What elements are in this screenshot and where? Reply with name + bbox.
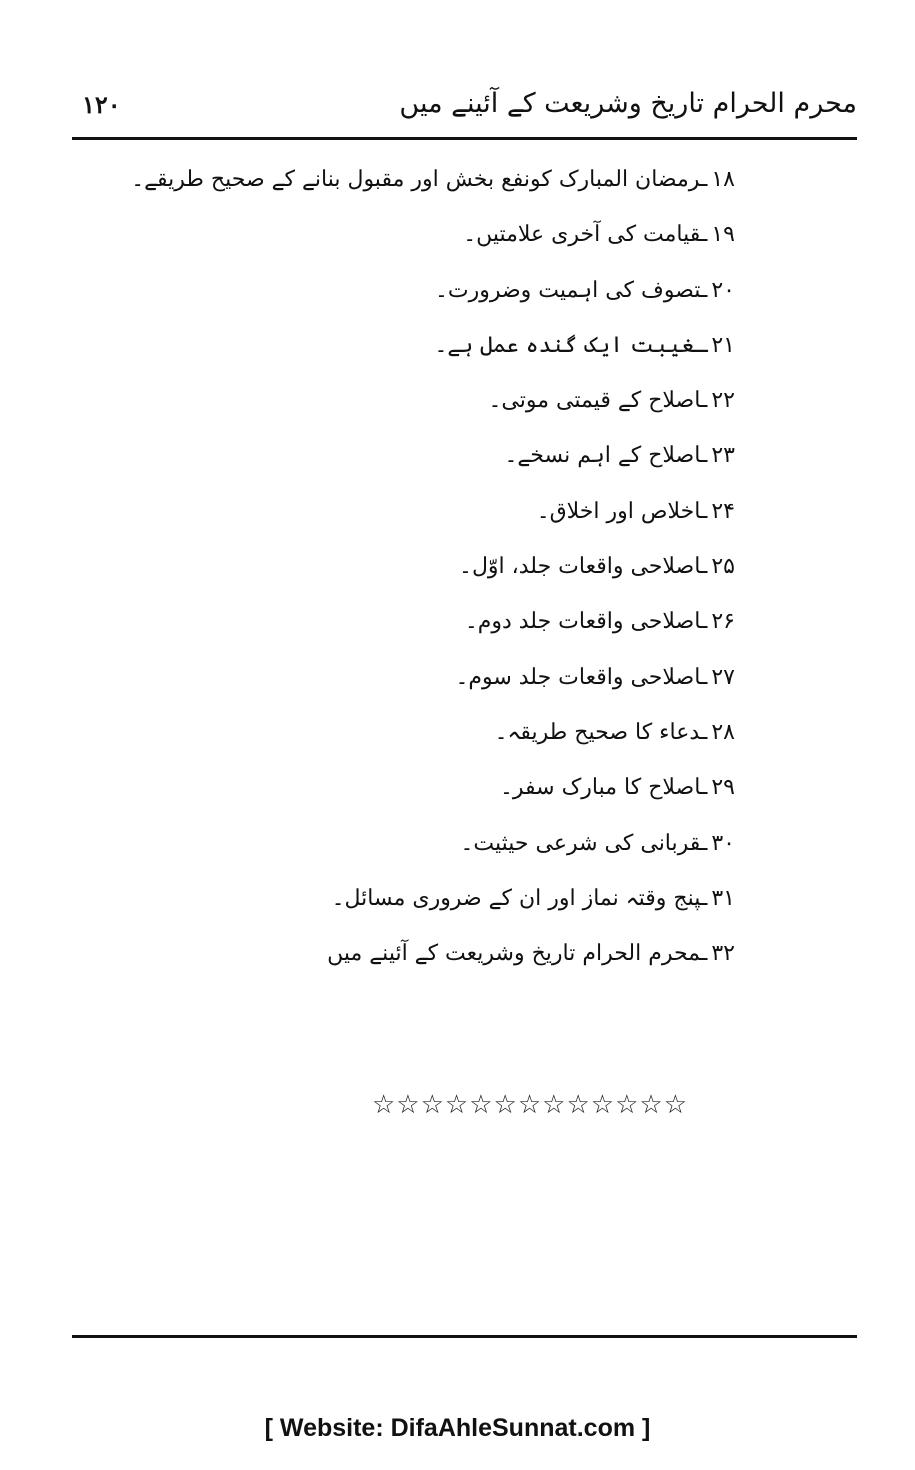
item-title: تصوف کی اہمیت وضرورت۔ xyxy=(434,277,701,303)
item-title: پنج وقتہ نماز اور ان کے ضروری مسائل۔ xyxy=(331,885,701,911)
item-title: اصلاحی واقعات جلد سوم۔ xyxy=(455,664,701,690)
list-item: ۲۲ـاصلاح کے قیمتی موتی۔ xyxy=(488,388,735,414)
item-number: ۳۲ xyxy=(711,941,735,967)
list-item: ۲۳ـاصلاح کے اہم نسخے۔ xyxy=(504,443,735,469)
item-number: ۳۰ xyxy=(711,830,735,856)
item-title: رمضان المبارک کونفع بخش اور مقبول بنانے کے صحیح طریقے۔ xyxy=(131,167,701,192)
item-title: قیامت کی آخری علامتیں۔ xyxy=(463,222,701,248)
item-title: اصلاح کے اہم نسخے۔ xyxy=(504,443,701,469)
list-item: ۲۴ـاخلاص اور اخلاق۔ xyxy=(536,498,735,524)
item-number: ۳۱ xyxy=(711,885,735,911)
item-number: ۱۹ xyxy=(711,222,735,248)
list-item: ۳۱ـپنج وقتہ نماز اور ان کے ضروری مسائل۔ xyxy=(331,885,735,911)
item-title: محرم الحرام تاریخ وشریعت کے آئینے میں xyxy=(327,941,701,967)
item-title: قربانی کی شرعی حیثیت۔ xyxy=(460,830,701,856)
list-item: ۱۹ـقیامت کی آخری علامتیں۔ xyxy=(463,222,735,248)
page-number: ۱۲۰ xyxy=(82,90,121,119)
item-number: ۲۲ xyxy=(711,388,735,414)
list-item: ۲۱ـغیبت ایک گندہ عمل ہے۔ xyxy=(434,332,735,358)
list-item: ۲۶ـاصلاحی واقعات جلد دوم۔ xyxy=(464,609,735,635)
list-item: ۲۰ـتصوف کی اہمیت وضرورت۔ xyxy=(434,277,735,303)
item-title: اصلاحی واقعات جلد، اوّل۔ xyxy=(459,554,701,580)
item-number: ۲۷ xyxy=(711,664,735,690)
book-list xyxy=(131,152,735,981)
list-item: ۲۵ـاصلاحی واقعات جلد، اوّل۔ xyxy=(459,554,735,580)
running-title: محرم الحرام تاریخ وشریعت کے آئینے میں xyxy=(399,88,857,119)
item-title: اصلاحی واقعات جلد دوم۔ xyxy=(464,609,701,635)
item-number: ۱۸ xyxy=(711,167,735,192)
item-number: ۲۴ xyxy=(711,498,735,524)
item-title: اصلاح کا مبارک سفر۔ xyxy=(500,775,701,801)
page-header xyxy=(72,84,857,132)
header-rule xyxy=(72,137,857,140)
list-item: ۲۷ـاصلاحی واقعات جلد سوم۔ xyxy=(455,664,735,690)
item-number: ۲۹ xyxy=(711,775,735,801)
item-title: اصلاح کے قیمتی موتی۔ xyxy=(488,388,701,414)
item-number: ۲۳ xyxy=(711,443,735,469)
item-number: ۲۸ xyxy=(711,719,735,745)
list-item: ۲۸ـدعاء کا صحیح طریقہ۔ xyxy=(494,719,735,745)
item-number: ۲۶ xyxy=(711,609,735,635)
footer-rule xyxy=(72,1335,857,1338)
item-number: ۲۵ xyxy=(711,554,735,580)
list-item: ۱۸ـرمضان المبارک کونفع بخش اور مقبول بنانے کے صحیح طریقے۔ xyxy=(131,167,735,192)
item-title: دعاء کا صحیح طریقہ۔ xyxy=(494,719,701,745)
item-number: ۲۱ xyxy=(711,332,735,358)
item-title: اخلاص اور اخلاق۔ xyxy=(536,498,701,524)
item-number: ۲۰ xyxy=(711,277,735,303)
list-item: ۲۹ـاصلاح کا مبارک سفر۔ xyxy=(500,775,735,801)
star-divider: ☆☆☆☆☆☆☆☆☆☆☆☆☆ xyxy=(371,1090,688,1120)
item-title: غیبت ایک گندہ عمل ہے۔ xyxy=(434,332,695,358)
list-item: ۳۰ـقربانی کی شرعی حیثیت۔ xyxy=(460,830,735,856)
list-item: ۳۲ـمحرم الحرام تاریخ وشریعت کے آئینے میں xyxy=(327,941,735,967)
website-footer: [ Website: DifaAhleSunnat.com ] xyxy=(264,1414,651,1442)
